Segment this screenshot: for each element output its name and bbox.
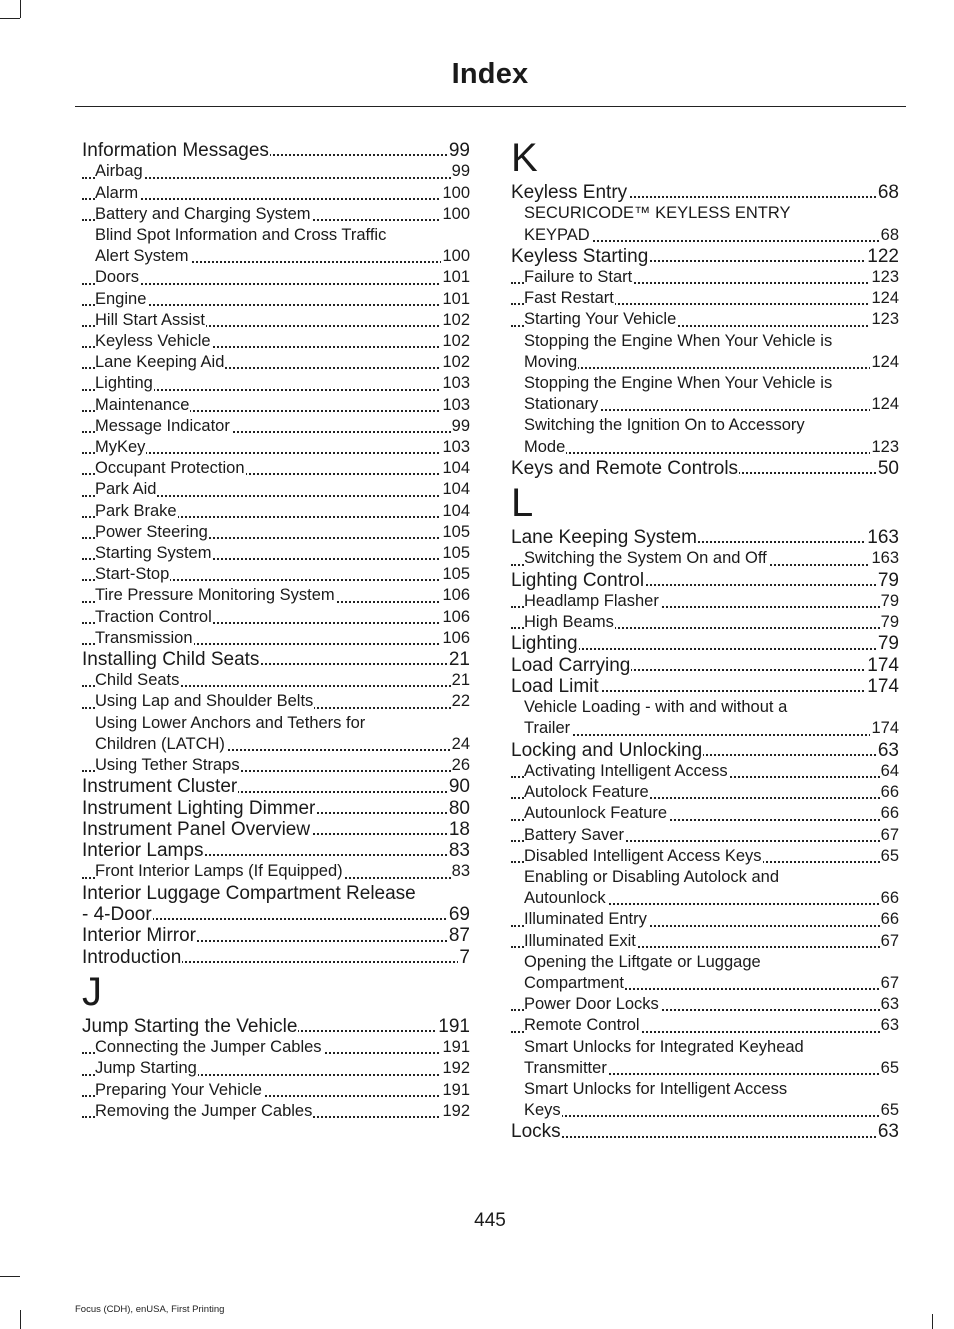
entry-label: Front Interior Lamps (If Equipped) (95, 862, 343, 881)
crop-mark (20, 0, 21, 18)
entry-label: Children (LATCH) (95, 734, 225, 753)
index-subentry (82, 161, 470, 182)
index-subentry (82, 755, 470, 776)
dot-leader (511, 1136, 899, 1138)
index-subentry (82, 458, 470, 479)
entry-label: Enabling or Disabling Autolock and (524, 867, 780, 886)
entry-page-number: 24 (451, 734, 470, 755)
entry-label: Preparing Your Vehicle (95, 1080, 262, 1099)
entry-page-number: 79 (880, 591, 899, 612)
dot-leader (545, 452, 899, 454)
dot-leader (545, 367, 899, 369)
index-subentry (82, 267, 470, 288)
entry-label: Jump Starting the Vehicle (82, 1015, 298, 1037)
entry-label: Autounlock Feature (524, 804, 668, 823)
entry-label: Lighting (511, 633, 578, 655)
entry-label: Engine (95, 289, 147, 308)
entry-label: Illuminated Exit (524, 931, 636, 950)
index-entry (82, 1016, 470, 1037)
entry-page-number: 66 (880, 782, 899, 803)
entry-page-number: 66 (880, 909, 899, 930)
entry-page-number: 105 (441, 543, 470, 564)
entry-label: Occupant Protection (95, 459, 245, 478)
dot-leader (545, 1115, 899, 1117)
index-column-left (82, 140, 470, 1122)
crop-mark (20, 1310, 21, 1329)
entry-label: Lane Keeping Aid (95, 353, 225, 372)
entry-page-number: 103 (441, 395, 470, 416)
entry-label: Instrument Panel Overview (82, 818, 311, 840)
entry-page-number: 63 (880, 994, 899, 1015)
index-entry-continuation (511, 225, 899, 246)
entry-page-number: 21 (448, 648, 470, 670)
index-subentry (511, 1037, 899, 1058)
entry-page-number: 99 (448, 140, 470, 161)
entry-page-number: 100 (441, 204, 470, 225)
index-entry-continuation (511, 394, 899, 415)
entry-label: Maintenance (95, 395, 190, 414)
index-entry-continuation (511, 1058, 899, 1079)
entry-label: Locking and Unlocking (511, 739, 703, 761)
entry-page-number: 102 (441, 352, 470, 373)
entry-label: Alert System (95, 247, 189, 266)
index-subentry (82, 1037, 470, 1058)
entry-page-number: 22 (451, 691, 470, 712)
entry-label: Park Brake (95, 501, 177, 520)
index-subentry (511, 952, 899, 973)
entry-label: Stopping the Engine When Your Vehicle is (524, 331, 833, 350)
entry-label: Autounlock (524, 889, 606, 908)
entry-label: Tire Pressure Monitoring System (95, 586, 335, 605)
entry-label: Smart Unlocks for Integrated Keyhead (524, 1037, 804, 1056)
entry-page-number: 104 (441, 479, 470, 500)
entry-page-number: 191 (441, 1037, 470, 1058)
index-entry-continuation (511, 1100, 899, 1121)
entry-page-number: 191 (441, 1080, 470, 1101)
entry-page-number: 87 (448, 925, 470, 947)
entry-label: Interior Lamps (82, 840, 204, 862)
entry-page-number: 174 (867, 654, 899, 676)
index-entry-continuation (82, 904, 470, 925)
index-subentry (82, 861, 470, 882)
index-subentry (82, 416, 470, 437)
index-subentry (511, 1015, 899, 1036)
entry-label: Power Steering (95, 522, 208, 541)
index-entry (82, 883, 470, 904)
entry-page-number: 106 (441, 585, 470, 606)
entry-label: Load Carrying (511, 654, 631, 676)
index-subentry (82, 352, 470, 373)
entry-page-number: 68 (877, 182, 899, 203)
entry-page-number: 124 (870, 394, 899, 415)
entry-label: Compartment (524, 973, 624, 992)
index-entry (511, 655, 899, 676)
entry-page-number: 100 (441, 246, 470, 267)
entry-label: Using Lap and Shoulder Belts (95, 692, 314, 711)
entry-label: Locks (511, 1121, 561, 1143)
entry-label: - 4-Door (82, 903, 152, 925)
page-number: 445 (474, 1210, 506, 1231)
entry-label: Autolock Feature (524, 783, 649, 802)
entry-label: Mode (524, 437, 566, 456)
entry-page-number: 123 (870, 267, 899, 288)
crop-mark (0, 18, 20, 19)
entry-page-number: 64 (880, 761, 899, 782)
index-entry (82, 819, 470, 840)
entry-label: Instrument Lighting Dimmer (82, 797, 316, 819)
index-subentry (82, 289, 470, 310)
crop-mark (0, 1276, 20, 1277)
index-subentry (511, 825, 899, 846)
entry-label: Activating Intelligent Access (524, 761, 728, 780)
entry-label: Switching the System On and Off (524, 549, 767, 568)
entry-label: Battery Saver (524, 825, 624, 844)
entry-label: Traction Control (95, 607, 212, 626)
index-subentry (511, 203, 899, 224)
index-subentry (511, 782, 899, 803)
entry-page-number: 103 (441, 373, 470, 394)
index-subentry (82, 395, 470, 416)
index-subentry (511, 1079, 899, 1100)
index-entry (82, 947, 470, 968)
entry-page-number: 99 (451, 416, 470, 437)
index-entry (511, 740, 899, 761)
footer-text: Focus (CDH), enUSA, First Printing (75, 1304, 225, 1315)
entry-label: Introduction (82, 946, 182, 968)
index-subentry (511, 867, 899, 888)
index-entry-continuation (511, 437, 899, 458)
entry-label: Battery and Charging System (95, 204, 311, 223)
index-subentry (82, 331, 470, 352)
entry-page-number: 106 (441, 607, 470, 628)
entry-label: Opening the Liftgate or Luggage (524, 952, 761, 971)
entry-page-number: 102 (441, 331, 470, 352)
entry-label: Jump Starting (95, 1059, 197, 1078)
title-divider (75, 106, 906, 107)
index-subentry (511, 697, 899, 718)
entry-label: Keys and Remote Controls (511, 457, 739, 479)
entry-label: Switching the Ignition On to Accessory (524, 416, 805, 435)
entry-label: Airbag (95, 162, 143, 181)
index-subentry (511, 548, 899, 569)
entry-label: Start-Stop (95, 565, 170, 584)
index-subentry (82, 501, 470, 522)
entry-page-number: 191 (438, 1015, 470, 1037)
entry-page-number: 101 (441, 267, 470, 288)
index-entry (511, 1121, 899, 1142)
entry-label: Transmission (95, 628, 193, 647)
crop-mark (932, 1314, 933, 1329)
index-entry-continuation (82, 734, 470, 755)
entry-label: Power Door Locks (524, 995, 659, 1014)
entry-page-number: 124 (870, 352, 899, 373)
entry-page-number: 105 (441, 522, 470, 543)
entry-label: Fast Restart (524, 289, 614, 308)
index-subentry (82, 437, 470, 458)
entry-page-number: 63 (880, 1015, 899, 1036)
entry-label: Headlamp Flasher (524, 591, 659, 610)
entry-page-number: 63 (877, 1121, 899, 1143)
entry-page-number: 163 (870, 548, 899, 569)
entry-page-number: 21 (451, 670, 470, 691)
index-subentry (82, 1080, 470, 1101)
entry-label: Information Messages (82, 140, 269, 161)
index-entry-continuation (511, 973, 899, 994)
index-subentry (511, 761, 899, 782)
entry-label: Remote Control (524, 1016, 640, 1035)
entry-page-number: 101 (441, 289, 470, 310)
entry-label: Smart Unlocks for Intelligent Access (524, 1079, 788, 1098)
index-subentry (82, 585, 470, 606)
entry-label: Lighting (95, 374, 153, 393)
index-subentry (511, 267, 899, 288)
index-entry-continuation (82, 246, 470, 267)
dot-leader (82, 198, 470, 200)
index-entry (511, 570, 899, 591)
entry-label: Blind Spot Information and Cross Traffic (95, 225, 387, 244)
entry-label: Using Tether Straps (95, 756, 240, 775)
entry-label: Alarm (95, 183, 139, 202)
entry-page-number: 67 (880, 973, 899, 994)
entry-page-number: 174 (867, 675, 899, 697)
index-subentry (511, 331, 899, 352)
index-subentry (82, 1058, 470, 1079)
index-subentry (511, 373, 899, 394)
entry-label: Doors (95, 268, 140, 287)
entry-page-number: 163 (867, 527, 899, 549)
entry-page-number: 80 (448, 797, 470, 819)
entry-label: Disabled Intelligent Access Keys (524, 846, 762, 865)
entry-page-number: 7 (459, 946, 470, 968)
entry-label: Park Aid (95, 480, 157, 499)
dot-leader (103, 918, 470, 920)
entry-page-number: 79 (877, 633, 899, 655)
entry-page-number: 124 (870, 288, 899, 309)
index-entry-continuation (511, 718, 899, 739)
index-subentry (82, 564, 470, 585)
entry-page-number: 65 (880, 1100, 899, 1121)
entry-label: Stopping the Engine When Your Vehicle is (524, 374, 833, 393)
index-subentry (82, 183, 470, 204)
index-entry (82, 840, 470, 861)
entry-page-number: 103 (441, 437, 470, 458)
entry-label: Interior Luggage Compartment Release (82, 882, 416, 904)
index-subentry (511, 846, 899, 867)
entry-label: Keyless Starting (511, 245, 649, 267)
entry-label: Vehicle Loading - with and without a (524, 698, 788, 717)
index-section-letter: L (511, 481, 534, 526)
index-column-right (511, 134, 899, 1143)
entry-label: KEYPAD (524, 225, 590, 244)
dot-leader (82, 283, 470, 285)
entry-page-number: 90 (448, 776, 470, 798)
entry-page-number: 79 (877, 569, 899, 591)
entry-label: Keys (524, 1101, 561, 1120)
entry-page-number: 104 (441, 501, 470, 522)
entry-label: Load Limit (511, 675, 599, 697)
index-entry (82, 925, 470, 946)
entry-label: MyKey (95, 437, 146, 456)
index-subentry (82, 522, 470, 543)
entry-page-number: 99 (451, 161, 470, 182)
index-section-letter: J (82, 969, 102, 1014)
dot-leader (545, 734, 899, 736)
index-entry-continuation (511, 888, 899, 909)
index-subentry (511, 309, 899, 330)
entry-page-number: 102 (441, 310, 470, 331)
index-section-letter: K (511, 136, 538, 180)
entry-page-number: 123 (870, 437, 899, 458)
entry-page-number: 192 (441, 1101, 470, 1122)
index-subentry (511, 415, 899, 436)
entry-page-number: 83 (451, 861, 470, 882)
entry-label: SECURICODE™ KEYLESS ENTRY (524, 204, 791, 223)
index-entry (511, 182, 899, 203)
entry-page-number: 79 (880, 612, 899, 633)
entry-label: Failure to Start (524, 268, 633, 286)
index-entry (82, 649, 470, 670)
index-subentry (82, 225, 470, 246)
index-subentry (82, 310, 470, 331)
index-subentry (82, 607, 470, 628)
entry-label: Removing the Jumper Cables (95, 1101, 313, 1120)
entry-label: Illuminated Entry (524, 910, 647, 929)
entry-page-number: 63 (877, 739, 899, 761)
entry-page-number: 50 (877, 457, 899, 479)
index-subentry (82, 204, 470, 225)
entry-page-number: 66 (880, 888, 899, 909)
entry-page-number: 174 (870, 718, 899, 739)
entry-page-number: 104 (441, 458, 470, 479)
entry-label: Keyless Entry (511, 182, 628, 203)
entry-page-number: 83 (448, 840, 470, 862)
index-entry (511, 458, 899, 479)
index-entry (511, 246, 899, 267)
index-subentry (511, 909, 899, 930)
index-subentry (511, 288, 899, 309)
entry-page-number: 123 (870, 309, 899, 330)
entry-label: Instrument Cluster (82, 776, 238, 798)
entry-label: Starting System (95, 543, 212, 562)
entry-page-number: 66 (880, 803, 899, 824)
entry-page-number: 67 (880, 931, 899, 952)
dot-leader (545, 240, 899, 242)
entry-label: Message Indicator (95, 416, 230, 435)
page-title: Index (451, 58, 529, 90)
entry-page-number: 106 (441, 628, 470, 649)
entry-label: Connecting the Jumper Cables (95, 1038, 322, 1057)
entry-label: Stationary (524, 395, 599, 414)
index-subentry (82, 713, 470, 734)
index-subentry (511, 994, 899, 1015)
entry-label: Trailer (524, 719, 571, 738)
index-subentry (511, 612, 899, 633)
index-subentry (511, 931, 899, 952)
entry-page-number: 26 (451, 755, 470, 776)
entry-label: Keyless Vehicle (95, 331, 211, 350)
entry-page-number: 69 (448, 903, 470, 925)
entry-label: Hill Start Assist (95, 310, 206, 329)
index-subentry (82, 373, 470, 394)
entry-label: Lane Keeping System (511, 527, 697, 549)
entry-label: High Beams (524, 613, 614, 632)
index-subentry (82, 1101, 470, 1122)
entry-label: Transmitter (524, 1058, 607, 1077)
entry-page-number: 65 (880, 1058, 899, 1079)
entry-label: Installing Child Seats (82, 648, 260, 670)
entry-page-number: 65 (880, 846, 899, 867)
index-subentry (82, 691, 470, 712)
entry-page-number: 67 (880, 825, 899, 846)
index-subentry (82, 479, 470, 500)
index-entry (82, 798, 470, 819)
entry-label: Moving (524, 352, 578, 371)
entry-label: Using Lower Anchors and Tethers for (95, 713, 366, 732)
entry-label: Child Seats (95, 671, 180, 690)
entry-label: Lighting Control (511, 569, 645, 591)
entry-page-number: 68 (880, 225, 899, 246)
entry-page-number: 122 (867, 245, 899, 267)
index-entry (511, 633, 899, 654)
entry-label: Interior Mirror (82, 925, 197, 947)
entry-page-number: 192 (441, 1058, 470, 1079)
index-subentry (82, 670, 470, 691)
index-subentry (82, 628, 470, 649)
entry-label: Starting Your Vehicle (524, 310, 677, 329)
index-subentry (511, 591, 899, 612)
index-entry (82, 776, 470, 797)
index-subentry (82, 543, 470, 564)
entry-page-number: 100 (441, 183, 470, 204)
index-entry (511, 676, 899, 697)
index-entry (82, 140, 470, 161)
index-entry (511, 527, 899, 548)
index-subentry (511, 803, 899, 824)
entry-page-number: 105 (441, 564, 470, 585)
index-entry-continuation (511, 352, 899, 373)
entry-page-number: 18 (448, 818, 470, 840)
